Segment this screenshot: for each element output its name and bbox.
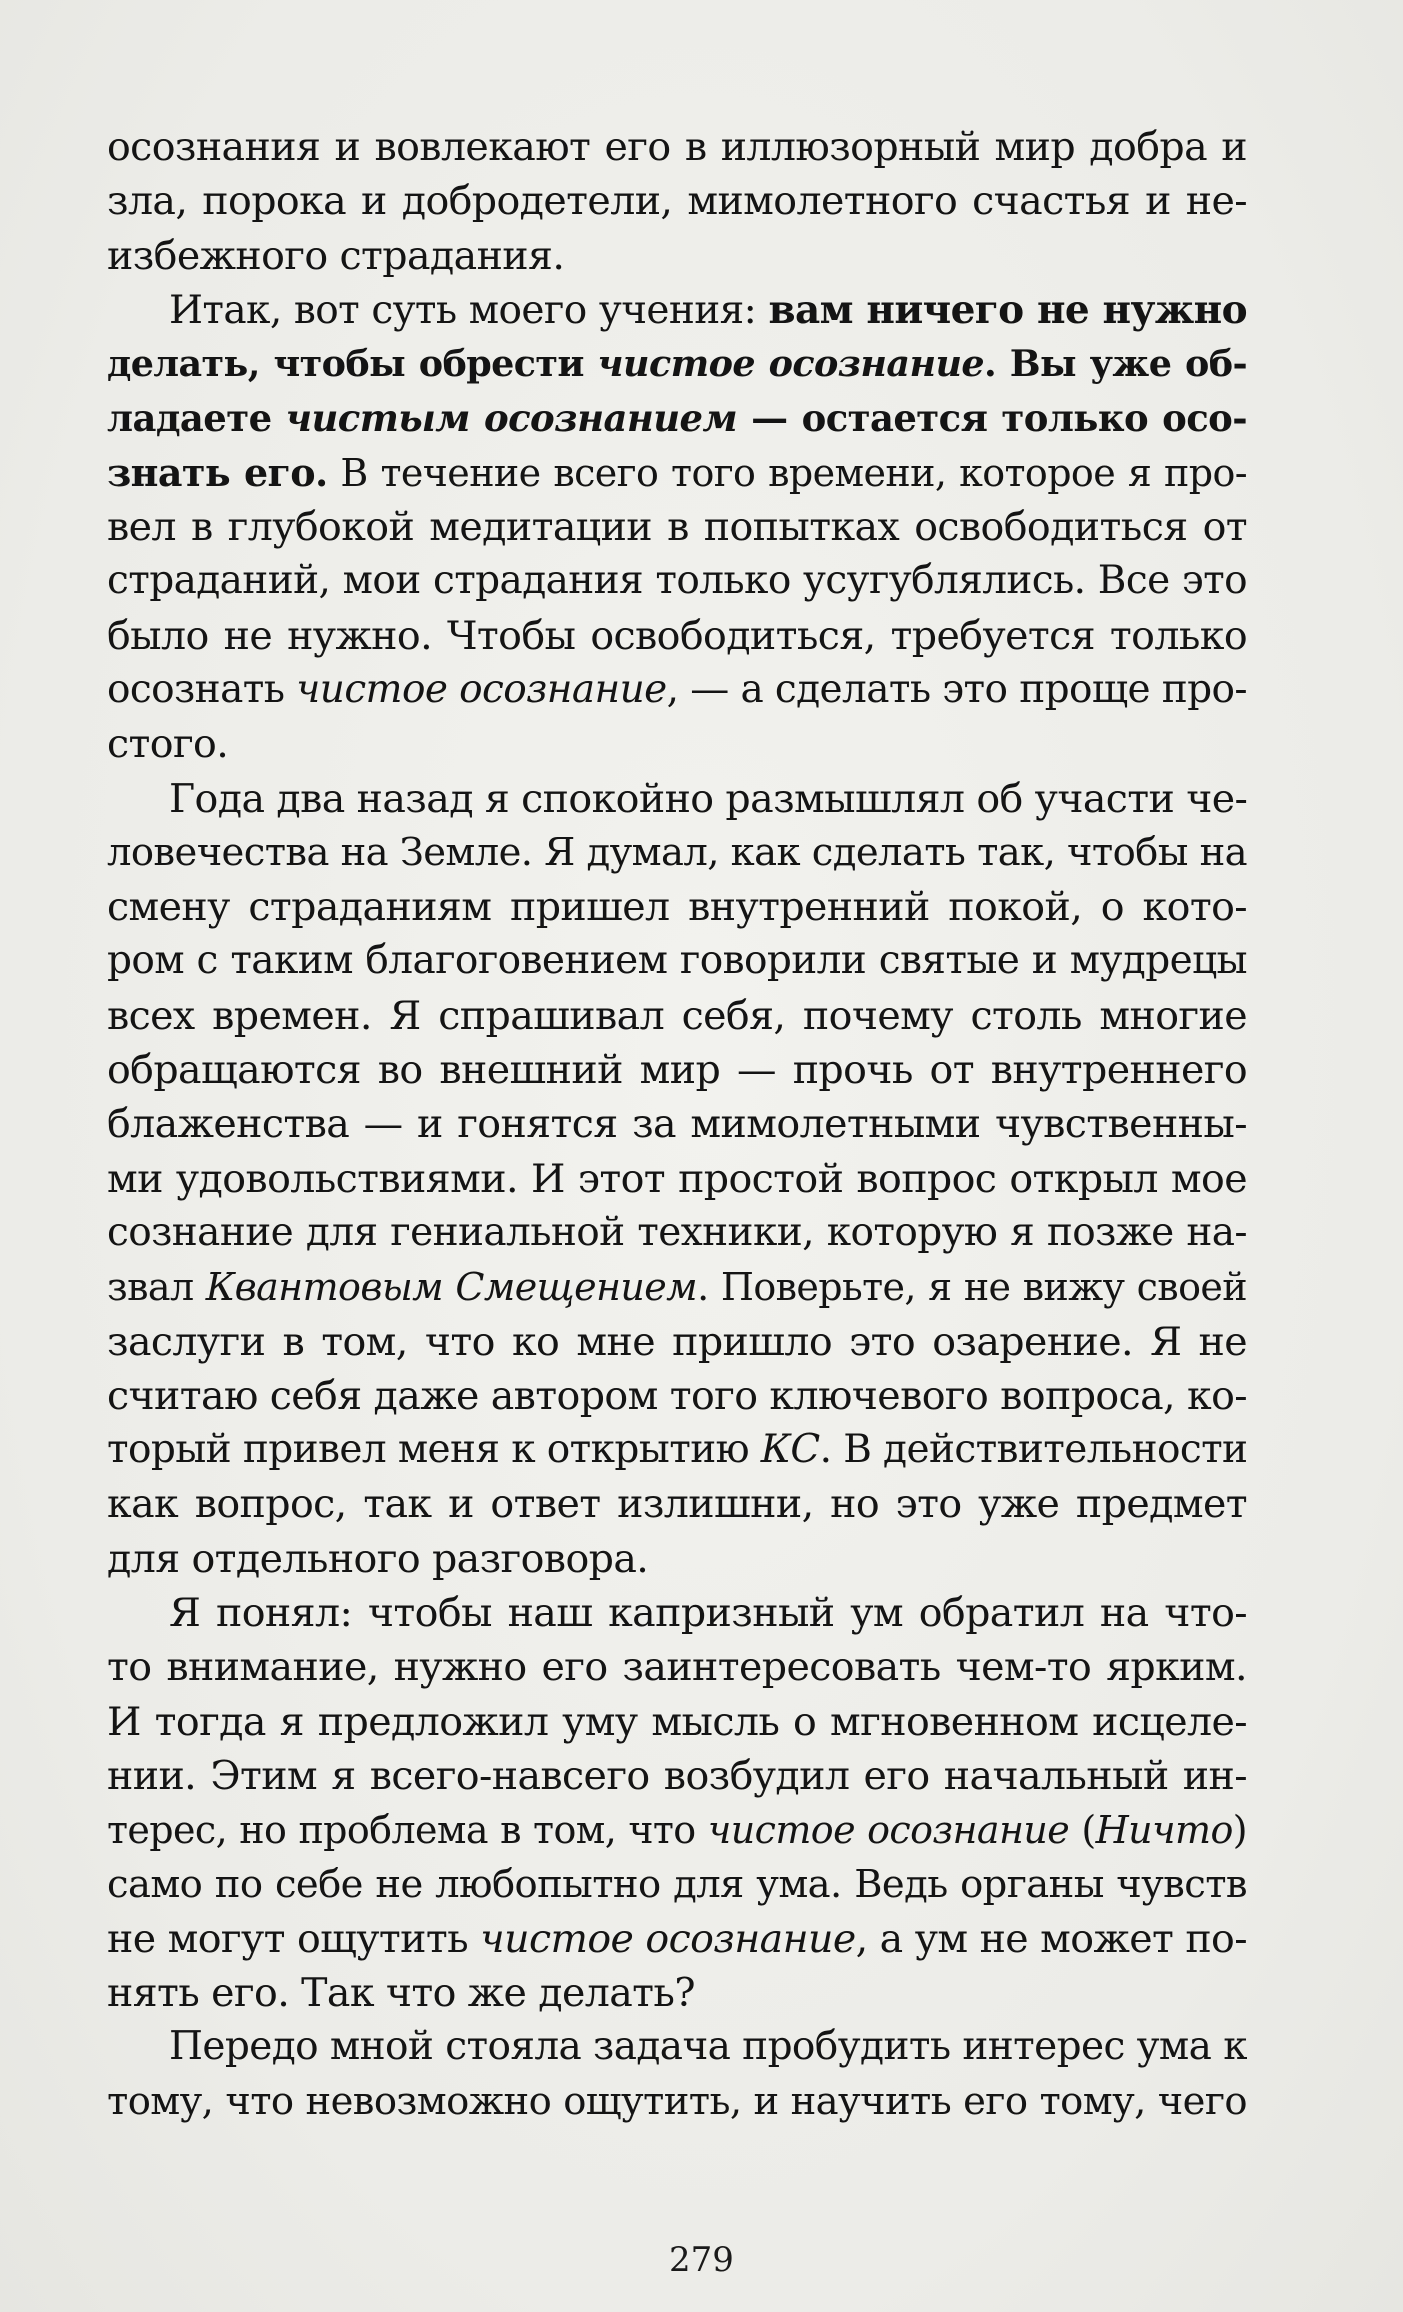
text-line: [107, 989, 1247, 1043]
text-segment: избежного страдания.: [107, 232, 565, 279]
text-segment-bold: . Вы уже об-: [984, 342, 1247, 386]
text-segment: блаженства — и гонятся за мимолетными чувственны-: [107, 1101, 1247, 1148]
text-segment: всех времен. Я спрашивал себя, почему столь многие: [107, 992, 1247, 1039]
text-segment: стого.: [107, 721, 229, 768]
text-segment: страданий, мои страдания только усугублялись. Все это: [107, 558, 1247, 604]
text-segment: торый привел меня к открытию: [107, 1427, 761, 1473]
text-segment-italic: чистое осознание: [480, 1915, 856, 1962]
text-segment-bold: [598, 342, 985, 385]
text-segment-bold: ладаете: [107, 396, 286, 441]
text-segment: нии. Этим я всего-навсего возбудил его начальный ин-: [107, 1752, 1247, 1799]
text-segment: считаю себя даже автором того ключевого вопроса, ко-: [107, 1372, 1247, 1419]
text-segment: Я понял: чтобы наш капризный ум обратил на что-: [169, 1590, 1247, 1637]
text-line: [107, 2020, 1247, 2074]
text-segment: И тогда я предложил уму мысль о мгновенном исцеле-: [107, 1698, 1247, 1745]
text-segment: ): [1232, 1808, 1247, 1853]
text-segment: . Поверьте, я не вижу своей: [697, 1265, 1247, 1310]
text-segment: смену страданиям пришел внутренний покой, о кото-: [107, 884, 1247, 931]
text-segment-italic: чистое осознание: [707, 1808, 1070, 1853]
text-segment: то внимание, нужно его заинтересовать чем-то ярким.: [107, 1644, 1247, 1691]
text-segment: , а ум не может по-: [855, 1915, 1247, 1962]
text-segment-bold: знать его.: [107, 449, 328, 495]
text-line: [107, 229, 1247, 283]
text-line: [107, 1315, 1247, 1369]
text-segment: ловечества на Земле. Я думал, как сделать так, чтобы на: [107, 829, 1247, 875]
text-segment: осознать: [107, 666, 297, 712]
text-segment: терес, но проблема в том, что: [107, 1808, 708, 1853]
text-segment-bold-italic: чистое осознание: [597, 342, 985, 386]
text-segment: ми удовольствиями. И этот простой вопрос открыл мое: [107, 1155, 1247, 1202]
text-segment: звал: [107, 1265, 206, 1310]
text-line: [107, 880, 1247, 934]
text-segment: было не нужно. Чтобы освободиться, требуется только: [107, 612, 1247, 659]
text-segment-italic: Ничто: [1095, 1808, 1233, 1853]
text-line: [107, 1423, 1247, 1477]
text-segment: для отдельного разговора.: [107, 1535, 649, 1582]
text-segment: ром с таким благоговением говорили святые и мудрецы: [107, 938, 1247, 984]
text-line: [107, 772, 1247, 826]
text-line: [107, 1097, 1247, 1151]
text-segment: тому, что невозможно ощутить, и научить его тому, чего: [107, 2078, 1247, 2124]
text-line: [107, 1858, 1247, 1912]
text-line: [107, 1966, 1247, 2020]
text-line: [107, 1043, 1247, 1097]
text-segment: (: [1069, 1808, 1096, 1853]
text-line: [107, 174, 1247, 228]
text-line: [107, 1260, 1247, 1314]
text-line: [107, 934, 1247, 988]
text-segment: как вопрос, так и ответ излишни, но это уже предмет: [107, 1481, 1247, 1528]
text-segment-italic: КС: [760, 1427, 820, 1473]
text-segment: само по себе не любопытно для ума. Ведь органы чувств: [107, 1861, 1247, 1907]
text-segment-italic: Квантовым Смещением: [205, 1265, 698, 1310]
body-text: [107, 120, 1247, 2129]
text-line: [107, 1152, 1247, 1206]
text-line: [107, 391, 1247, 445]
text-line: [107, 2075, 1247, 2129]
text-line: [107, 663, 1247, 717]
text-line: [107, 337, 1247, 391]
text-segment: , — а сделать это проще про-: [666, 666, 1247, 712]
text-segment: Передо мной стояла задача пробудить интерес ума к: [169, 2024, 1247, 2070]
text-line: [107, 1803, 1247, 1857]
text-line: [107, 1749, 1247, 1803]
text-segment-italic: чистое осознание: [296, 666, 667, 712]
text-segment-bold-italic: чистым осознанием: [285, 396, 738, 441]
text-line: [107, 554, 1247, 608]
text-line: [107, 120, 1247, 174]
text-segment: . В действительности: [819, 1427, 1247, 1473]
text-segment: Итак, вот суть моего учения:: [169, 287, 769, 333]
text-segment-bold: — остается только осо-: [737, 396, 1247, 441]
text-line: [107, 717, 1247, 771]
text-line: [107, 826, 1247, 880]
text-line: [107, 1640, 1247, 1694]
text-segment: Года два назад я спокойно размышлял об участи че-: [169, 775, 1247, 822]
text-line: [107, 1912, 1247, 1966]
text-segment: нять его. Так что же делать?: [107, 1970, 695, 2017]
text-line: [107, 1206, 1247, 1260]
text-segment-bold: вам ничего не нужно: [768, 286, 1247, 333]
text-line: [107, 283, 1247, 337]
text-line: [107, 446, 1247, 500]
text-line: [107, 1369, 1247, 1423]
text-segment: зла, порока и добродетели, мимолетного счастья и не-: [107, 178, 1247, 225]
text-segment: обращаются во внешний мир — прочь от внутреннего: [107, 1047, 1247, 1094]
text-segment: не могут ощутить: [107, 1915, 481, 1962]
text-line: [107, 1532, 1247, 1586]
page-number: 279: [669, 2240, 734, 2280]
text-line: [107, 609, 1247, 663]
text-segment: В течение всего того времени, которое я про-: [327, 450, 1247, 495]
text-segment-bold: делать, чтобы обрести: [107, 342, 598, 386]
text-segment: вел в глубокой медитации в попытках освободиться от: [107, 504, 1247, 551]
text-line: [107, 500, 1247, 554]
text-segment: заслуги в том, что ко мне пришло это озарение. Я не: [107, 1318, 1247, 1365]
text-line: [107, 1586, 1247, 1640]
text-line: [107, 1477, 1247, 1531]
text-segment: осознания и вовлекают его в иллюзорный мир добра и: [107, 124, 1247, 170]
text-segment-bold: [286, 396, 737, 440]
text-line: [107, 1695, 1247, 1749]
text-segment: сознание для гениальной техники, которую я позже на-: [107, 1209, 1247, 1255]
